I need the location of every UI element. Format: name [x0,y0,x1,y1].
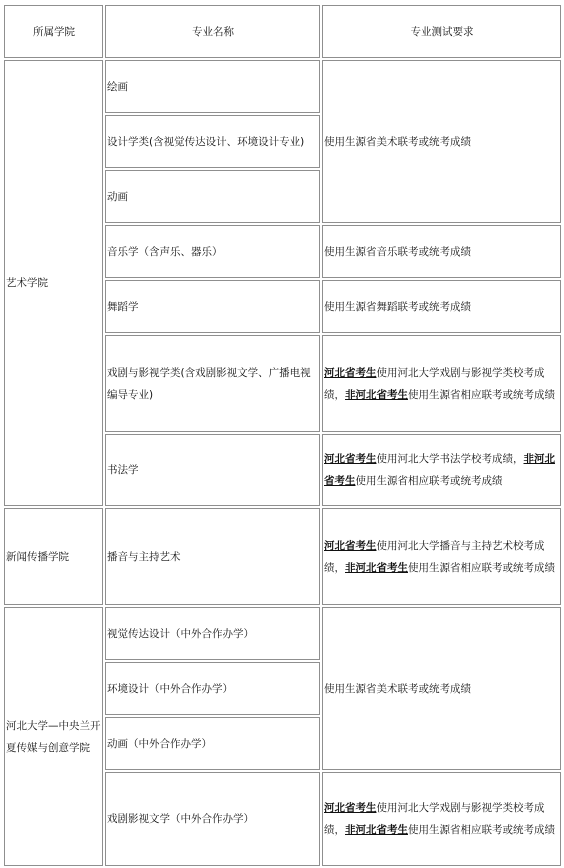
non-hebei-examinee-label: 非河北省考生 [345,388,408,401]
requirement-cell: 使用生源省音乐联考或统考成绩 [322,225,561,278]
hebei-examinee-label: 河北省考生 [324,366,377,379]
header-requirement: 专业测试要求 [322,5,561,58]
hebei-examinee-label: 河北省考生 [324,539,377,552]
major-cell: 环境设计（中外合作办学） [105,662,320,715]
major-cell: 戏剧与影视学类(含戏剧影视文学、广播电视编导专业) [105,335,320,432]
table-row [4,607,561,660]
major-cell: 动画（中外合作办学） [105,717,320,770]
college-cell-journalism: 新闻传播学院 [4,508,103,605]
requirement-text: 使用河北大学戏剧与影视学类校考成绩， [324,366,545,401]
requirement-cell [322,434,561,506]
table-header-row [4,5,561,58]
requirement-cell [322,335,561,432]
college-cell-joint: 河北大学—中央兰开夏传媒与创意学院 [4,607,103,866]
major-cell: 视觉传达设计（中外合作办学） [105,607,320,660]
requirement-text: 使用生源省相应联考或统考成绩 [408,388,555,401]
major-cell: 绘画 [105,60,320,113]
major-cell: 播音与主持艺术 [105,508,320,605]
requirement-text: 使用河北大学播音与主持艺术校考成绩， [324,539,545,574]
requirement-text: 使用生源省相应联考或统考成绩 [408,561,555,574]
requirement-text: 使用生源省相应联考或统考成绩 [408,824,555,836]
requirement-cell: 使用生源省美术联考或统考成绩 [322,60,561,223]
requirement-text: 使用河北大学戏剧与影视学类校考成绩， [324,802,545,836]
non-hebei-examinee-label: 非河北省考生 [324,453,555,487]
hebei-examinee-label: 河北省考生 [324,453,377,465]
major-cell: 戏剧影视文学（中外合作办学） [105,772,320,866]
major-cell: 音乐学（含声乐、器乐） [105,225,320,278]
header-major: 专业名称 [105,5,320,58]
admission-requirements-table [2,3,563,868]
requirement-cell [322,508,561,605]
non-hebei-examinee-label: 非河北省考生 [345,824,408,836]
requirement-cell: 使用生源省舞蹈联考或统考成绩 [322,280,561,333]
requirement-cell [322,772,561,866]
requirement-text: 使用河北大学书法学校考成绩， [376,453,524,465]
major-cell: 设计学类(含视觉传达设计、环境设计专业) [105,115,320,168]
requirement-text: 使用生源省相应联考或统考成绩 [355,475,503,487]
hebei-examinee-label: 河北省考生 [324,802,377,814]
requirement-cell: 使用生源省美术联考或统考成绩 [322,607,561,770]
header-college: 所属学院 [4,5,103,58]
major-cell: 动画 [105,170,320,223]
major-cell: 舞蹈学 [105,280,320,333]
table-row [4,60,561,113]
table-row [4,508,561,605]
non-hebei-examinee-label: 非河北省考生 [345,561,408,574]
college-cell-art: 艺术学院 [4,60,103,506]
major-cell: 书法学 [105,434,320,506]
